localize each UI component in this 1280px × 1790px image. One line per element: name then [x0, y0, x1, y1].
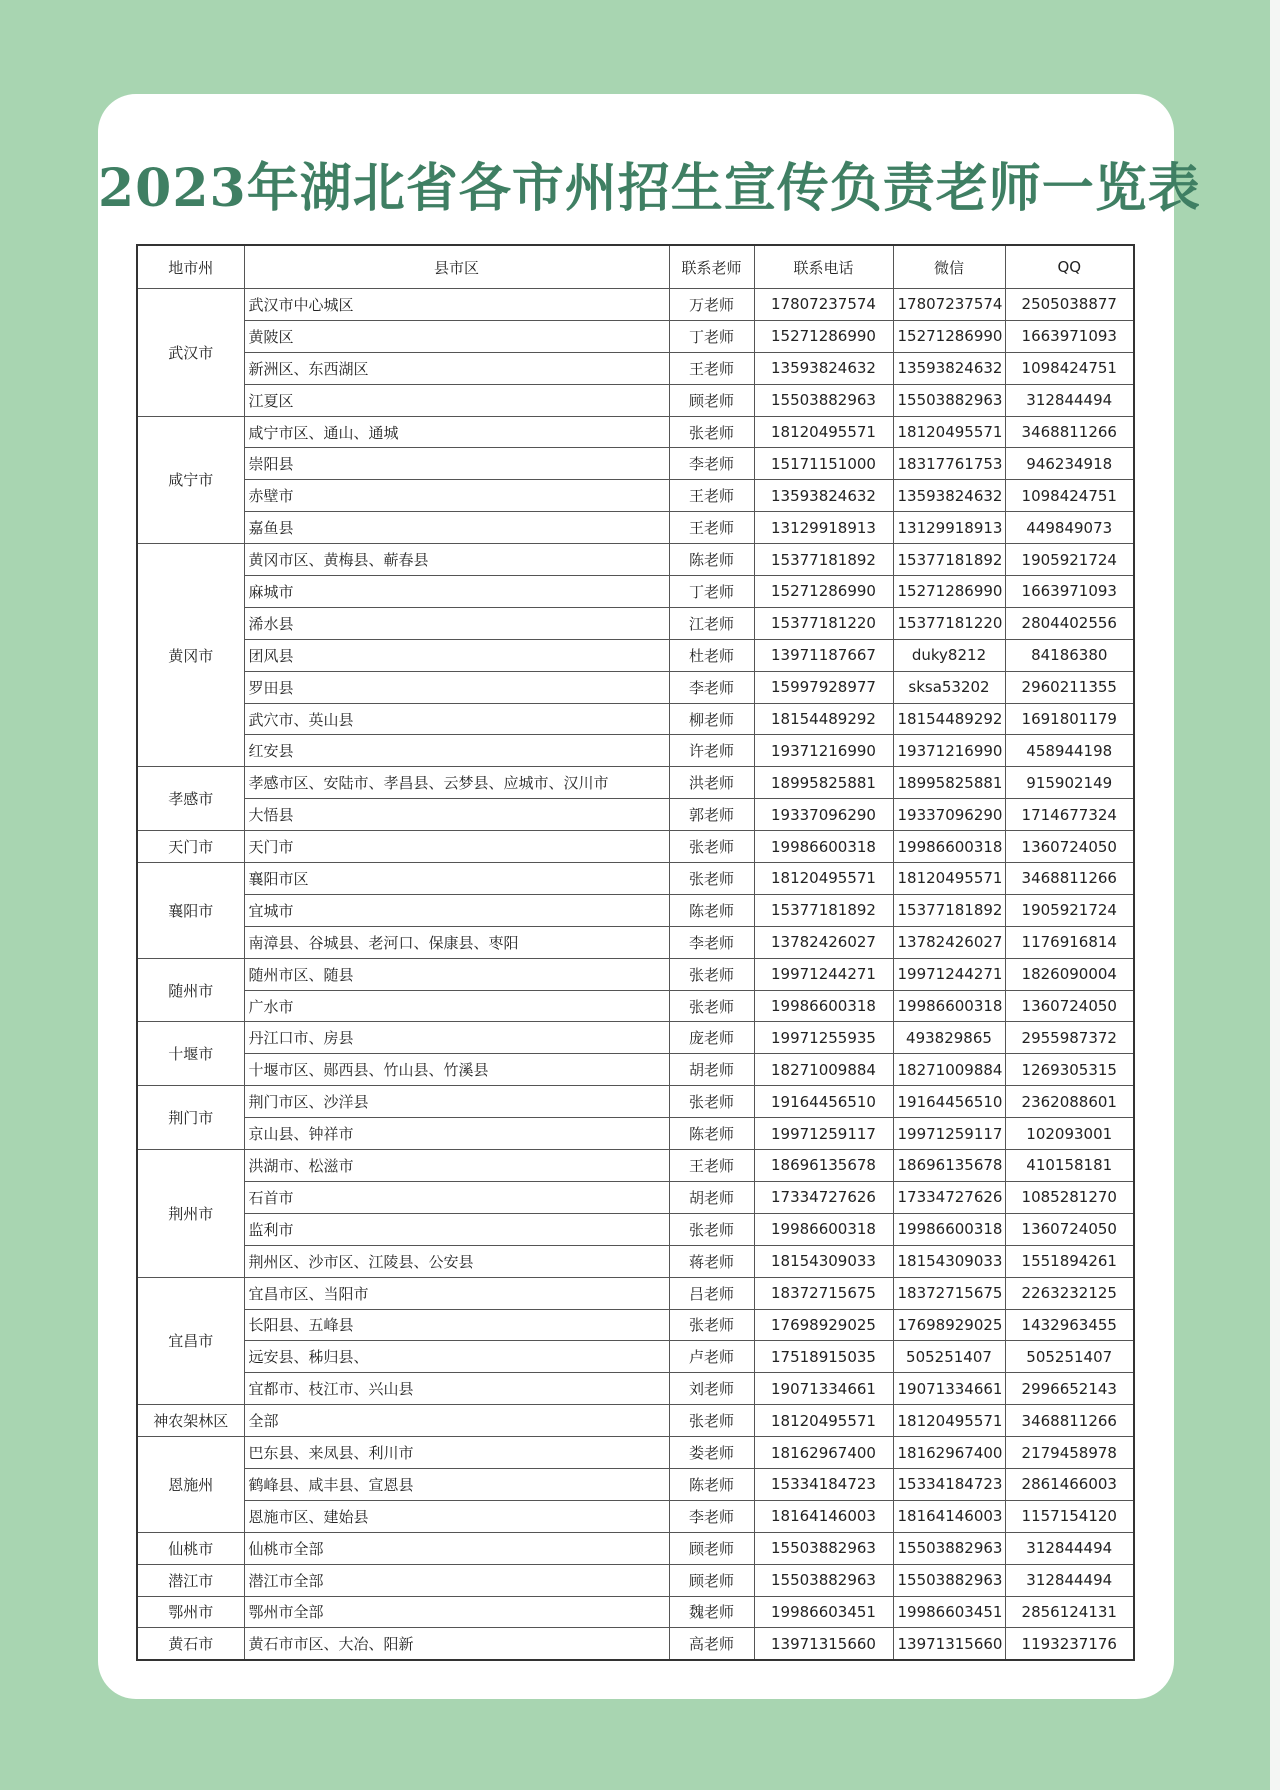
- phone-cell: 17807237574: [754, 289, 893, 321]
- content-card: [98, 94, 1201, 1699]
- qq-cell: 1432963455: [1005, 1309, 1134, 1341]
- wechat-cell: 18164146003: [893, 1500, 1005, 1532]
- qq-cell: 3468811266: [1005, 863, 1134, 895]
- table-row: [137, 576, 1134, 608]
- county-cell: 黄冈市区、黄梅县、蕲春县: [244, 544, 669, 576]
- county-cell: 丹江口市、房县: [244, 1022, 669, 1054]
- wechat-cell: duky8212: [893, 639, 1005, 671]
- teacher-cell: 吕老师: [669, 1277, 754, 1309]
- teacher-cell: 王老师: [669, 1150, 754, 1182]
- table-row: [137, 512, 1134, 544]
- county-cell: 黄石市市区、大冶、阳新: [244, 1628, 669, 1660]
- phone-cell: 19371216990: [754, 735, 893, 767]
- qq-cell: 1551894261: [1005, 1245, 1134, 1277]
- county-cell: 随州市区、随县: [244, 958, 669, 990]
- table-row: [137, 799, 1134, 831]
- county-cell: 武汉市中心城区: [244, 289, 669, 321]
- phone-cell: 15503882963: [754, 1532, 893, 1564]
- county-cell: 武穴市、英山县: [244, 703, 669, 735]
- wechat-cell: 18271009884: [893, 1054, 1005, 1086]
- county-cell: 孝感市区、安陆市、孝昌县、云梦县、应城市、汉川市: [244, 767, 669, 799]
- county-cell: 恩施市区、建始县: [244, 1500, 669, 1532]
- teacher-cell: 胡老师: [669, 1054, 754, 1086]
- wechat-cell: 505251407: [893, 1341, 1005, 1373]
- teacher-cell: 卢老师: [669, 1341, 754, 1373]
- wechat-cell: 18317761753: [893, 448, 1005, 480]
- wechat-cell: 15334184723: [893, 1468, 1005, 1500]
- phone-cell: 15503882963: [754, 384, 893, 416]
- table-row: [137, 1022, 1134, 1054]
- phone-cell: 19986600318: [754, 1213, 893, 1245]
- qq-cell: 2804402556: [1005, 607, 1134, 639]
- wechat-cell: 19986600318: [893, 990, 1005, 1022]
- wechat-cell: 13782426027: [893, 926, 1005, 958]
- table-row: [137, 1437, 1134, 1469]
- phone-cell: 18372715675: [754, 1277, 893, 1309]
- wechat-cell: 19986603451: [893, 1596, 1005, 1628]
- qq-cell: 1098424751: [1005, 480, 1134, 512]
- teacher-cell: 洪老师: [669, 767, 754, 799]
- qq-cell: 1085281270: [1005, 1181, 1134, 1213]
- header-teacher: 联系老师: [669, 245, 754, 289]
- qq-cell: 1905921724: [1005, 544, 1134, 576]
- table-row: [137, 1118, 1134, 1150]
- phone-cell: 15271286990: [754, 576, 893, 608]
- qq-cell: 1663971093: [1005, 576, 1134, 608]
- phone-cell: 18120495571: [754, 416, 893, 448]
- table-row: [137, 926, 1134, 958]
- table-row: [137, 1564, 1134, 1596]
- teacher-cell: 张老师: [669, 1405, 754, 1437]
- teacher-cell: 胡老师: [669, 1181, 754, 1213]
- county-cell: 宜城市: [244, 894, 669, 926]
- county-cell: 宜昌市区、当阳市: [244, 1277, 669, 1309]
- wechat-cell: 18154309033: [893, 1245, 1005, 1277]
- city-cell: 恩施州: [137, 1437, 244, 1533]
- county-cell: 巴东县、来凤县、利川市: [244, 1437, 669, 1469]
- table-row: [137, 384, 1134, 416]
- county-cell: 监利市: [244, 1213, 669, 1245]
- county-cell: 嘉鱼县: [244, 512, 669, 544]
- county-cell: 荆州区、沙市区、江陵县、公安县: [244, 1245, 669, 1277]
- qq-cell: 3468811266: [1005, 1405, 1134, 1437]
- teacher-cell: 魏老师: [669, 1596, 754, 1628]
- county-cell: 潜江市全部: [244, 1564, 669, 1596]
- teacher-cell: 张老师: [669, 1086, 754, 1118]
- county-cell: 长阳县、五峰县: [244, 1309, 669, 1341]
- wechat-cell: 17698929025: [893, 1309, 1005, 1341]
- phone-cell: 17698929025: [754, 1309, 893, 1341]
- qq-cell: 410158181: [1005, 1150, 1134, 1182]
- county-cell: 赤壁市: [244, 480, 669, 512]
- teacher-cell: 李老师: [669, 926, 754, 958]
- teacher-cell: 江老师: [669, 607, 754, 639]
- county-cell: 大悟县: [244, 799, 669, 831]
- phone-cell: 19986600318: [754, 990, 893, 1022]
- wechat-cell: 15271286990: [893, 576, 1005, 608]
- county-cell: 江夏区: [244, 384, 669, 416]
- qq-cell: 1176916814: [1005, 926, 1134, 958]
- teacher-cell: 杜老师: [669, 639, 754, 671]
- qq-cell: 915902149: [1005, 767, 1134, 799]
- phone-cell: 15334184723: [754, 1468, 893, 1500]
- table-row: [137, 703, 1134, 735]
- teacher-cell: 王老师: [669, 480, 754, 512]
- table-row: [137, 1532, 1134, 1564]
- phone-cell: 13971187667: [754, 639, 893, 671]
- table-row: [137, 1054, 1134, 1086]
- wechat-cell: 18154489292: [893, 703, 1005, 735]
- phone-cell: 19971259117: [754, 1118, 893, 1150]
- qq-cell: 1714677324: [1005, 799, 1134, 831]
- teacher-table: [136, 244, 1135, 1661]
- county-cell: 罗田县: [244, 671, 669, 703]
- qq-cell: 1193237176: [1005, 1628, 1134, 1660]
- county-cell: 鄂州市全部: [244, 1596, 669, 1628]
- table-row: [137, 607, 1134, 639]
- table-row: [137, 1341, 1134, 1373]
- wechat-cell: 18162967400: [893, 1437, 1005, 1469]
- county-cell: 荆门市区、沙洋县: [244, 1086, 669, 1118]
- teacher-cell: 郭老师: [669, 799, 754, 831]
- page-title: 2023年湖北省各市州招生宣传负责老师一览表: [98, 158, 1201, 219]
- table-row: [137, 1245, 1134, 1277]
- phone-cell: 15377181220: [754, 607, 893, 639]
- phone-cell: 18120495571: [754, 863, 893, 895]
- city-cell: 随州市: [137, 958, 244, 1022]
- wechat-cell: 19986600318: [893, 1213, 1005, 1245]
- phone-cell: 15377181892: [754, 544, 893, 576]
- qq-cell: 2861466003: [1005, 1468, 1134, 1500]
- city-cell: 天门市: [137, 831, 244, 863]
- qq-cell: 458944198: [1005, 735, 1134, 767]
- teacher-cell: 陈老师: [669, 894, 754, 926]
- phone-cell: 13129918913: [754, 512, 893, 544]
- qq-cell: 2179458978: [1005, 1437, 1134, 1469]
- wechat-cell: 18372715675: [893, 1277, 1005, 1309]
- county-cell: 广水市: [244, 990, 669, 1022]
- teacher-cell: 庞老师: [669, 1022, 754, 1054]
- county-cell: 浠水县: [244, 607, 669, 639]
- city-cell: 神农架林区: [137, 1405, 244, 1437]
- phone-cell: 15271286990: [754, 320, 893, 352]
- table-row: [137, 735, 1134, 767]
- wechat-cell: 15271286990: [893, 320, 1005, 352]
- phone-cell: 15171151000: [754, 448, 893, 480]
- phone-cell: 18154309033: [754, 1245, 893, 1277]
- phone-cell: 18154489292: [754, 703, 893, 735]
- table-row: [137, 448, 1134, 480]
- phone-cell: 13593824632: [754, 480, 893, 512]
- wechat-cell: 18120495571: [893, 863, 1005, 895]
- table-row: [137, 639, 1134, 671]
- qq-cell: 1905921724: [1005, 894, 1134, 926]
- phone-cell: 13971315660: [754, 1628, 893, 1660]
- teacher-cell: 王老师: [669, 352, 754, 384]
- teacher-cell: 许老师: [669, 735, 754, 767]
- city-cell: 潜江市: [137, 1564, 244, 1596]
- wechat-cell: 18995825881: [893, 767, 1005, 799]
- table-row: [137, 352, 1134, 384]
- qq-cell: 2960211355: [1005, 671, 1134, 703]
- wechat-cell: 19971244271: [893, 958, 1005, 990]
- county-cell: 仙桃市全部: [244, 1532, 669, 1564]
- wechat-cell: 18120495571: [893, 1405, 1005, 1437]
- table-row: [137, 894, 1134, 926]
- table-row: [137, 1309, 1134, 1341]
- qq-cell: 312844494: [1005, 1532, 1134, 1564]
- phone-cell: 19986600318: [754, 831, 893, 863]
- county-cell: 鹤峰县、咸丰县、宣恩县: [244, 1468, 669, 1500]
- county-cell: 京山县、钟祥市: [244, 1118, 669, 1150]
- table-body: [137, 289, 1134, 1661]
- wechat-cell: 15503882963: [893, 1564, 1005, 1596]
- phone-cell: 13782426027: [754, 926, 893, 958]
- qq-cell: 84186380: [1005, 639, 1134, 671]
- table-row: [137, 1213, 1134, 1245]
- wechat-cell: 15503882963: [893, 384, 1005, 416]
- qq-cell: 946234918: [1005, 448, 1134, 480]
- phone-cell: 19986603451: [754, 1596, 893, 1628]
- table-row: [137, 671, 1134, 703]
- table-header-row: [137, 245, 1134, 289]
- county-cell: 南漳县、谷城县、老河口、保康县、枣阳: [244, 926, 669, 958]
- phone-cell: 19971255935: [754, 1022, 893, 1054]
- table-row: [137, 831, 1134, 863]
- teacher-cell: 陈老师: [669, 1118, 754, 1150]
- city-cell: 宜昌市: [137, 1277, 244, 1405]
- table-row: [137, 1086, 1134, 1118]
- qq-cell: 2362088601: [1005, 1086, 1134, 1118]
- phone-cell: 18995825881: [754, 767, 893, 799]
- wechat-cell: 13129918913: [893, 512, 1005, 544]
- qq-cell: 312844494: [1005, 384, 1134, 416]
- teacher-cell: 张老师: [669, 1309, 754, 1341]
- phone-cell: 15503882963: [754, 1564, 893, 1596]
- phone-cell: 18164146003: [754, 1500, 893, 1532]
- phone-cell: 18696135678: [754, 1150, 893, 1182]
- wechat-cell: 13593824632: [893, 480, 1005, 512]
- county-cell: 全部: [244, 1405, 669, 1437]
- phone-cell: 15997928977: [754, 671, 893, 703]
- teacher-cell: 张老师: [669, 990, 754, 1022]
- city-cell: 荆门市: [137, 1086, 244, 1150]
- table-row: [137, 320, 1134, 352]
- table-row: [137, 1596, 1134, 1628]
- wechat-cell: 19971259117: [893, 1118, 1005, 1150]
- wechat-cell: 19071334661: [893, 1373, 1005, 1405]
- teacher-cell: 李老师: [669, 671, 754, 703]
- county-cell: 十堰市区、郧西县、竹山县、竹溪县: [244, 1054, 669, 1086]
- county-cell: 远安县、秭归县、: [244, 1341, 669, 1373]
- qq-cell: 1826090004: [1005, 958, 1134, 990]
- teacher-cell: 张老师: [669, 831, 754, 863]
- table-row: [137, 767, 1134, 799]
- qq-cell: 2856124131: [1005, 1596, 1134, 1628]
- wechat-cell: 19986600318: [893, 831, 1005, 863]
- county-cell: 麻城市: [244, 576, 669, 608]
- phone-cell: 13593824632: [754, 352, 893, 384]
- right-edge-strip: [1270, 0, 1280, 1790]
- teacher-cell: 丁老师: [669, 320, 754, 352]
- qq-cell: 3468811266: [1005, 416, 1134, 448]
- teacher-cell: 顾老师: [669, 1532, 754, 1564]
- phone-cell: 15377181892: [754, 894, 893, 926]
- qq-cell: 312844494: [1005, 1564, 1134, 1596]
- header-county: 县市区: [244, 245, 669, 289]
- teacher-cell: 张老师: [669, 958, 754, 990]
- table-row: [137, 289, 1134, 321]
- table-row: [137, 1405, 1134, 1437]
- teacher-cell: 柳老师: [669, 703, 754, 735]
- header-phone: 联系电话: [754, 245, 893, 289]
- city-cell: 黄石市: [137, 1628, 244, 1660]
- header-wechat: 微信: [893, 245, 1005, 289]
- table-row: [137, 1468, 1134, 1500]
- teacher-cell: 王老师: [669, 512, 754, 544]
- wechat-cell: 15377181220: [893, 607, 1005, 639]
- wechat-cell: 19371216990: [893, 735, 1005, 767]
- qq-cell: 1269305315: [1005, 1054, 1134, 1086]
- county-cell: 新洲区、东西湖区: [244, 352, 669, 384]
- table-row: [137, 958, 1134, 990]
- county-cell: 襄阳市区: [244, 863, 669, 895]
- teacher-cell: 娄老师: [669, 1437, 754, 1469]
- teacher-cell: 丁老师: [669, 576, 754, 608]
- qq-cell: 2996652143: [1005, 1373, 1134, 1405]
- qq-cell: 449849073: [1005, 512, 1134, 544]
- city-cell: 武汉市: [137, 289, 244, 417]
- table-row: [137, 863, 1134, 895]
- wechat-cell: sksa53202: [893, 671, 1005, 703]
- city-cell: 荆州市: [137, 1150, 244, 1278]
- phone-cell: 17334727626: [754, 1181, 893, 1213]
- city-cell: 孝感市: [137, 767, 244, 831]
- teacher-cell: 李老师: [669, 448, 754, 480]
- city-cell: 鄂州市: [137, 1596, 244, 1628]
- qq-cell: 2505038877: [1005, 289, 1134, 321]
- table-row: [137, 1277, 1134, 1309]
- teacher-cell: 高老师: [669, 1628, 754, 1660]
- phone-cell: 19164456510: [754, 1086, 893, 1118]
- county-cell: 宜都市、枝江市、兴山县: [244, 1373, 669, 1405]
- teacher-cell: 蒋老师: [669, 1245, 754, 1277]
- qq-cell: 505251407: [1005, 1341, 1134, 1373]
- phone-cell: 17518915035: [754, 1341, 893, 1373]
- qq-cell: 2955987372: [1005, 1022, 1134, 1054]
- teacher-cell: 陈老师: [669, 1468, 754, 1500]
- qq-cell: 1691801179: [1005, 703, 1134, 735]
- phone-cell: 19971244271: [754, 958, 893, 990]
- county-cell: 团风县: [244, 639, 669, 671]
- phone-cell: 18120495571: [754, 1405, 893, 1437]
- wechat-cell: 17807237574: [893, 289, 1005, 321]
- wechat-cell: 15503882963: [893, 1532, 1005, 1564]
- qq-cell: 1360724050: [1005, 1213, 1134, 1245]
- qq-cell: 2263232125: [1005, 1277, 1134, 1309]
- city-cell: 襄阳市: [137, 863, 244, 959]
- table-row: [137, 990, 1134, 1022]
- county-cell: 黄陂区: [244, 320, 669, 352]
- phone-cell: 18162967400: [754, 1437, 893, 1469]
- qq-cell: 1157154120: [1005, 1500, 1134, 1532]
- teacher-cell: 张老师: [669, 863, 754, 895]
- wechat-cell: 13971315660: [893, 1628, 1005, 1660]
- city-cell: 黄冈市: [137, 544, 244, 767]
- wechat-cell: 18696135678: [893, 1150, 1005, 1182]
- qq-cell: 1360724050: [1005, 990, 1134, 1022]
- phone-cell: 19071334661: [754, 1373, 893, 1405]
- table-row: [137, 416, 1134, 448]
- county-cell: 红安县: [244, 735, 669, 767]
- qq-cell: 1663971093: [1005, 320, 1134, 352]
- qq-cell: 1098424751: [1005, 352, 1134, 384]
- wechat-cell: 17334727626: [893, 1181, 1005, 1213]
- teacher-cell: 顾老师: [669, 384, 754, 416]
- wechat-cell: 18120495571: [893, 416, 1005, 448]
- table-row: [137, 1181, 1134, 1213]
- teacher-cell: 张老师: [669, 1213, 754, 1245]
- table-row: [137, 480, 1134, 512]
- header-city: 地市州: [137, 245, 244, 289]
- teacher-cell: 刘老师: [669, 1373, 754, 1405]
- city-cell: 仙桃市: [137, 1532, 244, 1564]
- phone-cell: 19337096290: [754, 799, 893, 831]
- wechat-cell: 13593824632: [893, 352, 1005, 384]
- county-cell: 崇阳县: [244, 448, 669, 480]
- city-cell: 十堰市: [137, 1022, 244, 1086]
- county-cell: 咸宁市区、通山、通城: [244, 416, 669, 448]
- teacher-cell: 万老师: [669, 289, 754, 321]
- wechat-cell: 19164456510: [893, 1086, 1005, 1118]
- wechat-cell: 493829865: [893, 1022, 1005, 1054]
- county-cell: 石首市: [244, 1181, 669, 1213]
- teacher-cell: 陈老师: [669, 544, 754, 576]
- city-cell: 咸宁市: [137, 416, 244, 544]
- phone-cell: 18271009884: [754, 1054, 893, 1086]
- table-row: [137, 1500, 1134, 1532]
- table-row: [137, 544, 1134, 576]
- table-row: [137, 1373, 1134, 1405]
- qq-cell: 1360724050: [1005, 831, 1134, 863]
- wechat-cell: 15377181892: [893, 894, 1005, 926]
- teacher-cell: 李老师: [669, 1500, 754, 1532]
- table-row: [137, 1628, 1134, 1660]
- county-cell: 天门市: [244, 831, 669, 863]
- wechat-cell: 15377181892: [893, 544, 1005, 576]
- header-qq: QQ: [1005, 245, 1134, 289]
- wechat-cell: 19337096290: [893, 799, 1005, 831]
- teacher-cell: 张老师: [669, 416, 754, 448]
- qq-cell: 102093001: [1005, 1118, 1134, 1150]
- county-cell: 洪湖市、松滋市: [244, 1150, 669, 1182]
- teacher-cell: 顾老师: [669, 1564, 754, 1596]
- table-row: [137, 1150, 1134, 1182]
